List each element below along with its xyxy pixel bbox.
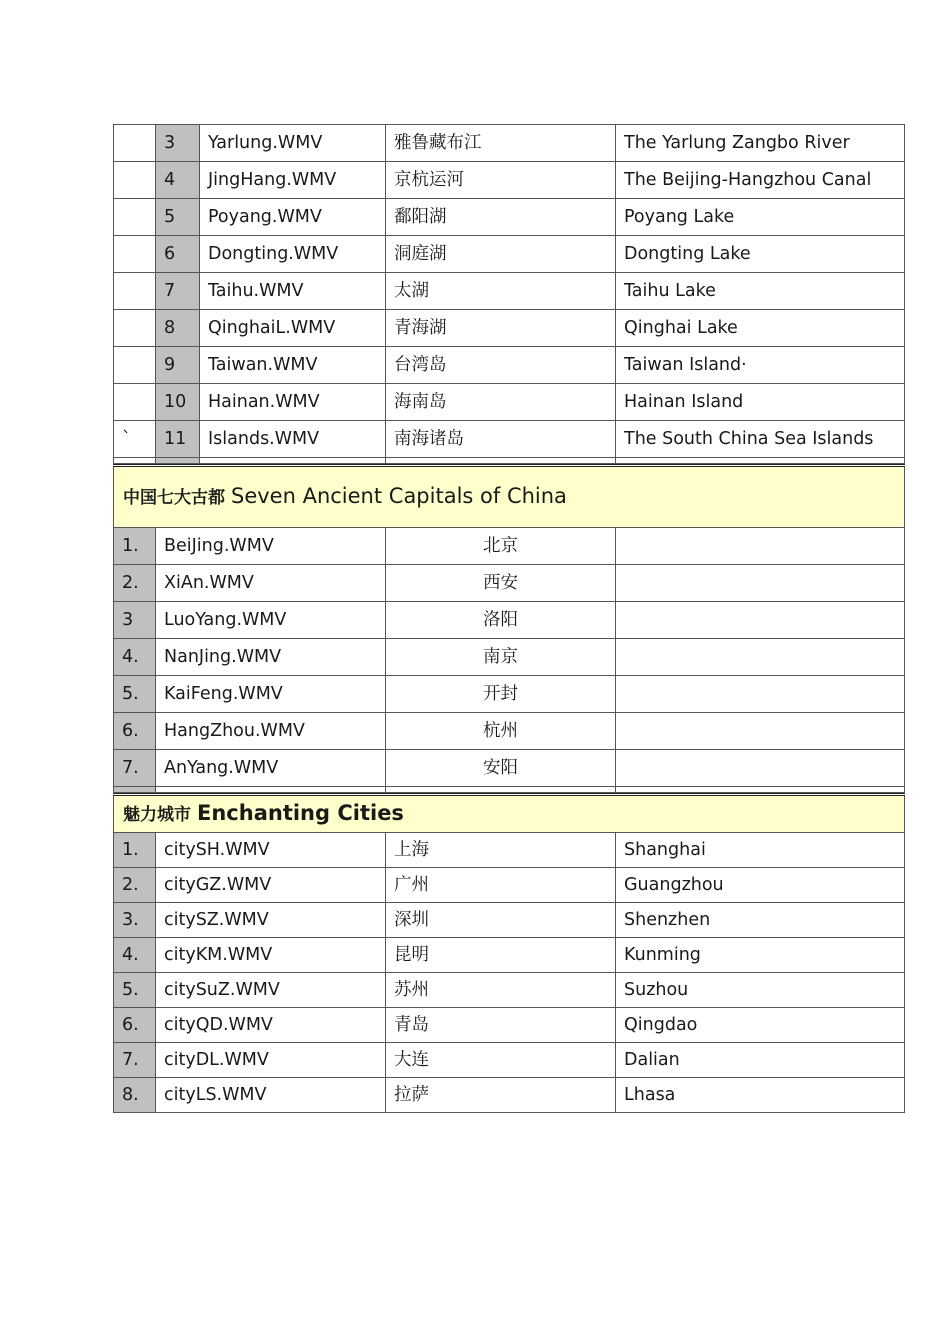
row-number: 9 bbox=[156, 347, 200, 384]
chinese-name: 拉萨 bbox=[386, 1078, 616, 1113]
spacer-cell bbox=[616, 458, 905, 464]
row-number: 4 bbox=[156, 162, 200, 199]
ancient-capitals-table bbox=[113, 464, 905, 793]
english-name: The Yarlung Zangbo River bbox=[616, 125, 905, 162]
chinese-name: 开封 bbox=[386, 676, 616, 713]
file-name: Hainan.WMV bbox=[200, 384, 386, 421]
file-name: NanJing.WMV bbox=[156, 639, 386, 676]
section-header-capitals bbox=[114, 466, 905, 528]
row-number: 6. bbox=[114, 1008, 156, 1043]
file-name: citySH.WMV bbox=[156, 833, 386, 868]
file-name: cityLS.WMV bbox=[156, 1078, 386, 1113]
spacer-cell bbox=[114, 787, 156, 793]
spacer-cell bbox=[386, 458, 616, 464]
chinese-name: 青岛 bbox=[386, 1008, 616, 1043]
english-name: Suzhou bbox=[616, 973, 905, 1008]
section-title-zh: 中国七大古都 bbox=[123, 488, 225, 508]
table-row bbox=[114, 1008, 905, 1043]
file-name: cityGZ.WMV bbox=[156, 868, 386, 903]
section-title-en: Seven Ancient Capitals of China bbox=[231, 484, 567, 508]
file-name: LuoYang.WMV bbox=[156, 602, 386, 639]
file-name: Taiwan.WMV bbox=[200, 347, 386, 384]
spacer-cell bbox=[386, 787, 616, 793]
file-name: cityQD.WMV bbox=[156, 1008, 386, 1043]
table-row bbox=[114, 421, 905, 458]
spacer-cell bbox=[200, 458, 386, 464]
file-name: Taihu.WMV bbox=[200, 273, 386, 310]
chinese-name: 深圳 bbox=[386, 903, 616, 938]
english-name bbox=[616, 565, 905, 602]
english-name: Kunming bbox=[616, 938, 905, 973]
row-mark bbox=[114, 347, 156, 384]
english-name bbox=[616, 676, 905, 713]
row-number: 3 bbox=[156, 125, 200, 162]
english-name: Poyang Lake bbox=[616, 199, 905, 236]
section-header-cities bbox=[114, 795, 905, 833]
table-row bbox=[114, 1043, 905, 1078]
english-name: Lhasa bbox=[616, 1078, 905, 1113]
table-row bbox=[114, 347, 905, 384]
table-row bbox=[114, 602, 905, 639]
row-number: 10 bbox=[156, 384, 200, 421]
row-number: 6. bbox=[114, 713, 156, 750]
row-mark bbox=[114, 310, 156, 347]
table-row bbox=[114, 125, 905, 162]
table-row bbox=[114, 384, 905, 421]
row-mark bbox=[114, 162, 156, 199]
row-number: 3 bbox=[114, 602, 156, 639]
row-number: 5. bbox=[114, 973, 156, 1008]
file-name: BeiJing.WMV bbox=[156, 528, 386, 565]
chinese-name: 洛阳 bbox=[386, 602, 616, 639]
row-number: 11 bbox=[156, 421, 200, 458]
table-row bbox=[114, 868, 905, 903]
english-name: Dongting Lake bbox=[616, 236, 905, 273]
table-row bbox=[114, 833, 905, 868]
geography-table bbox=[113, 124, 905, 464]
row-number: 2. bbox=[114, 565, 156, 602]
english-name: Dalian bbox=[616, 1043, 905, 1078]
table-row bbox=[114, 639, 905, 676]
spacer-cell bbox=[114, 458, 156, 464]
chinese-name: 安阳 bbox=[386, 750, 616, 787]
file-name: XiAn.WMV bbox=[156, 565, 386, 602]
english-name: Taiwan Island· bbox=[616, 347, 905, 384]
spacer-row bbox=[114, 458, 905, 464]
file-name: AnYang.WMV bbox=[156, 750, 386, 787]
chinese-name: 台湾岛 bbox=[386, 347, 616, 384]
chinese-name: 南海诸岛 bbox=[386, 421, 616, 458]
table-row bbox=[114, 750, 905, 787]
row-number: 8 bbox=[156, 310, 200, 347]
file-name: HangZhou.WMV bbox=[156, 713, 386, 750]
table-row bbox=[114, 713, 905, 750]
english-name: Qingdao bbox=[616, 1008, 905, 1043]
row-number: 7 bbox=[156, 273, 200, 310]
file-name: citySZ.WMV bbox=[156, 903, 386, 938]
file-name: JingHang.WMV bbox=[200, 162, 386, 199]
row-number: 5. bbox=[114, 676, 156, 713]
table-row bbox=[114, 903, 905, 938]
english-name: Hainan Island bbox=[616, 384, 905, 421]
chinese-name: 大连 bbox=[386, 1043, 616, 1078]
spacer-row bbox=[114, 787, 905, 793]
row-number: 2. bbox=[114, 868, 156, 903]
chinese-name: 青海湖 bbox=[386, 310, 616, 347]
row-mark: ` bbox=[114, 421, 156, 458]
table-row bbox=[114, 310, 905, 347]
row-number: 1. bbox=[114, 528, 156, 565]
english-name: Taihu Lake bbox=[616, 273, 905, 310]
row-mark bbox=[114, 199, 156, 236]
chinese-name: 洞庭湖 bbox=[386, 236, 616, 273]
english-name: Shenzhen bbox=[616, 903, 905, 938]
row-mark bbox=[114, 273, 156, 310]
row-number: 6 bbox=[156, 236, 200, 273]
english-name bbox=[616, 750, 905, 787]
table-row bbox=[114, 565, 905, 602]
chinese-name: 海南岛 bbox=[386, 384, 616, 421]
english-name bbox=[616, 713, 905, 750]
section-title-zh: 魅力城市 bbox=[123, 805, 191, 825]
spacer-cell bbox=[616, 787, 905, 793]
table-row bbox=[114, 199, 905, 236]
row-number: 1. bbox=[114, 833, 156, 868]
chinese-name: 南京 bbox=[386, 639, 616, 676]
row-number: 3. bbox=[114, 903, 156, 938]
row-number: 5 bbox=[156, 199, 200, 236]
chinese-name: 西安 bbox=[386, 565, 616, 602]
spacer-cell bbox=[156, 458, 200, 464]
table-row bbox=[114, 938, 905, 973]
chinese-name: 北京 bbox=[386, 528, 616, 565]
chinese-name: 昆明 bbox=[386, 938, 616, 973]
english-name: Qinghai Lake bbox=[616, 310, 905, 347]
table-row bbox=[114, 973, 905, 1008]
chinese-name: 上海 bbox=[386, 833, 616, 868]
row-number: 7. bbox=[114, 750, 156, 787]
english-name: Guangzhou bbox=[616, 868, 905, 903]
row-mark bbox=[114, 125, 156, 162]
table-row bbox=[114, 273, 905, 310]
table-row bbox=[114, 162, 905, 199]
file-name: citySuZ.WMV bbox=[156, 973, 386, 1008]
document-page bbox=[113, 124, 904, 1113]
row-number: 7. bbox=[114, 1043, 156, 1078]
chinese-name: 杭州 bbox=[386, 713, 616, 750]
file-name: cityDL.WMV bbox=[156, 1043, 386, 1078]
file-name: Dongting.WMV bbox=[200, 236, 386, 273]
row-mark bbox=[114, 384, 156, 421]
table-row bbox=[114, 236, 905, 273]
chinese-name: 雅鲁藏布江 bbox=[386, 125, 616, 162]
row-number: 4. bbox=[114, 938, 156, 973]
row-number: 4. bbox=[114, 639, 156, 676]
english-name: Shanghai bbox=[616, 833, 905, 868]
file-name: Islands.WMV bbox=[200, 421, 386, 458]
table-row bbox=[114, 1078, 905, 1113]
row-mark bbox=[114, 236, 156, 273]
english-name: The South China Sea Islands bbox=[616, 421, 905, 458]
table-row bbox=[114, 528, 905, 565]
english-name bbox=[616, 602, 905, 639]
chinese-name: 太湖 bbox=[386, 273, 616, 310]
chinese-name: 苏州 bbox=[386, 973, 616, 1008]
row-number: 8. bbox=[114, 1078, 156, 1113]
chinese-name: 京杭运河 bbox=[386, 162, 616, 199]
section-title-en: Enchanting Cities bbox=[197, 801, 404, 825]
english-name bbox=[616, 528, 905, 565]
file-name: QinghaiL.WMV bbox=[200, 310, 386, 347]
english-name bbox=[616, 639, 905, 676]
file-name: KaiFeng.WMV bbox=[156, 676, 386, 713]
chinese-name: 鄱阳湖 bbox=[386, 199, 616, 236]
file-name: cityKM.WMV bbox=[156, 938, 386, 973]
file-name: Poyang.WMV bbox=[200, 199, 386, 236]
chinese-name: 广州 bbox=[386, 868, 616, 903]
enchanting-cities-table bbox=[113, 793, 905, 1113]
file-name: Yarlung.WMV bbox=[200, 125, 386, 162]
spacer-cell bbox=[156, 787, 386, 793]
english-name: The Beijing-Hangzhou Canal bbox=[616, 162, 905, 199]
table-row bbox=[114, 676, 905, 713]
